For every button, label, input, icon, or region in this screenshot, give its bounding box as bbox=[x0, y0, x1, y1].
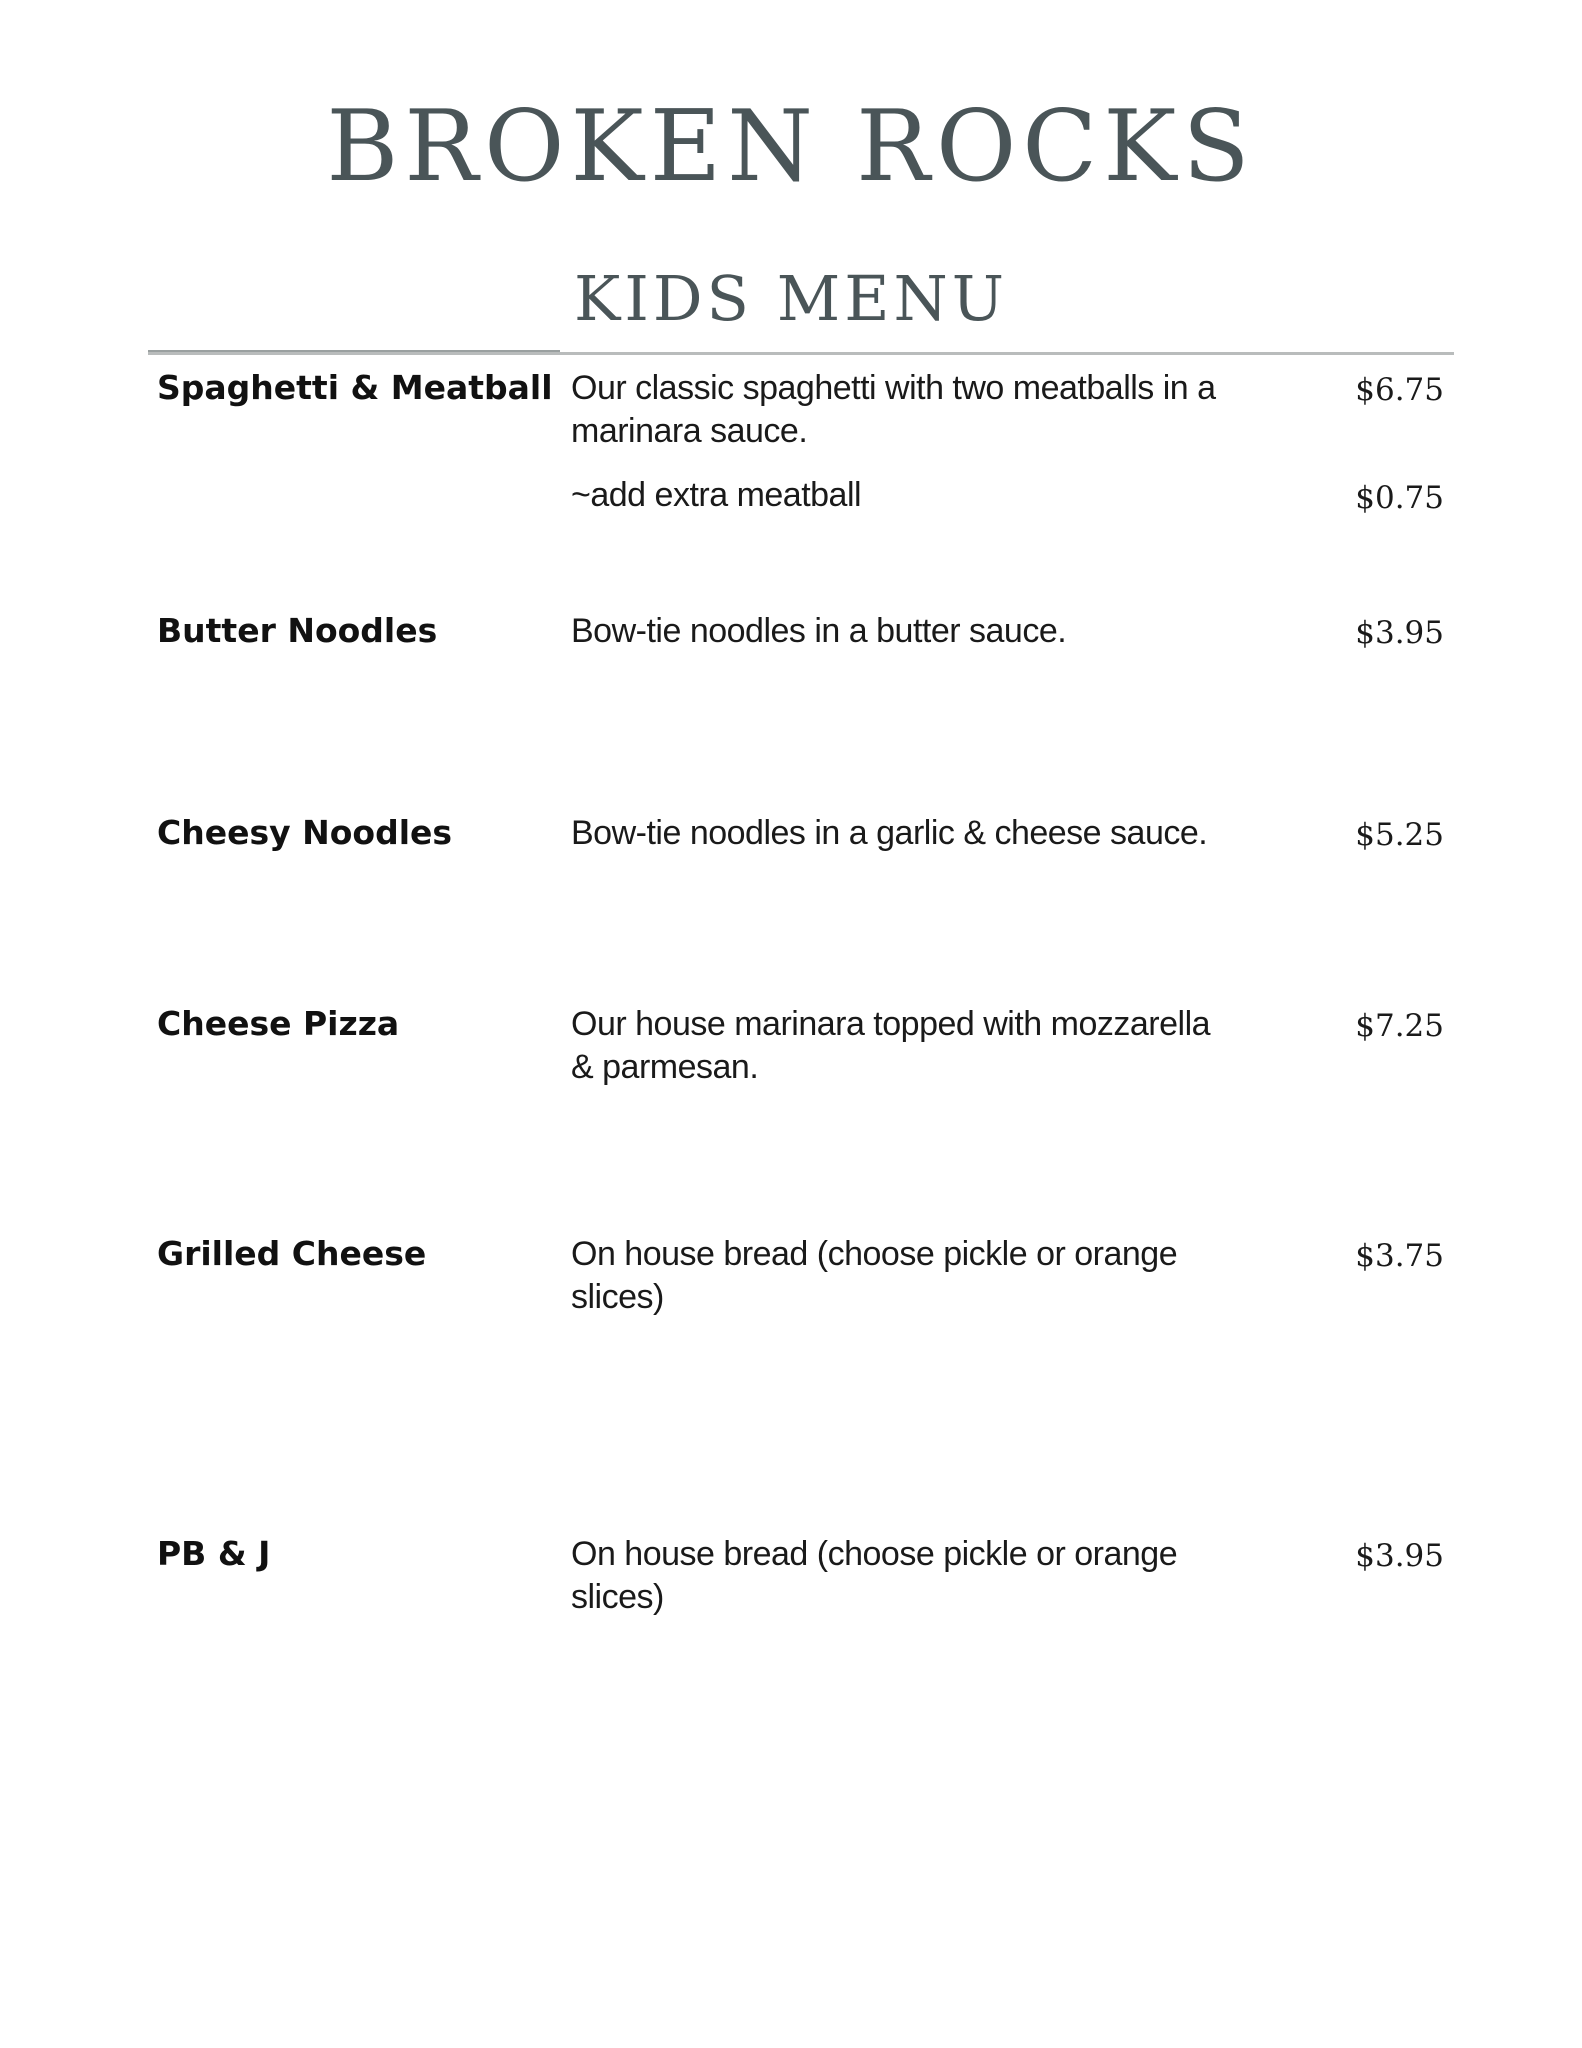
menu-title: KIDS MENU bbox=[574, 262, 1008, 335]
item-price: $6.75 bbox=[1355, 372, 1444, 408]
item-name: Cheesy Noodles bbox=[157, 813, 453, 852]
item-price: $3.95 bbox=[1355, 615, 1444, 651]
header-divider-accent bbox=[148, 350, 560, 352]
restaurant-name: BROKEN ROCKS bbox=[326, 90, 1256, 204]
addon-price: $0.75 bbox=[1355, 480, 1444, 516]
item-description: On house bread (choose pickle or orange slices) bbox=[571, 1535, 1178, 1616]
item-name: Spaghetti & Meatball bbox=[157, 368, 553, 407]
item-price: $3.75 bbox=[1355, 1238, 1444, 1274]
item-name: Cheese Pizza bbox=[157, 1004, 400, 1043]
item-price: $3.95 bbox=[1355, 1538, 1444, 1574]
item-price: $7.25 bbox=[1355, 1008, 1444, 1044]
addon-description: ~add extra meatball bbox=[571, 476, 862, 514]
item-name: PB & J bbox=[157, 1534, 271, 1573]
item-name: Grilled Cheese bbox=[157, 1234, 427, 1273]
item-price: $5.25 bbox=[1355, 817, 1444, 853]
item-name: Butter Noodles bbox=[157, 611, 438, 650]
item-description: Our house marinara topped with mozzarella & parmesan. bbox=[571, 1005, 1211, 1086]
item-description: Our classic spaghetti with two meatballs in a marinara sauce. bbox=[571, 369, 1216, 450]
header-divider bbox=[148, 352, 1454, 355]
item-description: Bow-tie noodles in a garlic & cheese sauce. bbox=[571, 814, 1208, 852]
item-description: Bow-tie noodles in a butter sauce. bbox=[571, 612, 1067, 650]
item-description: On house bread (choose pickle or orange slices) bbox=[571, 1235, 1178, 1316]
